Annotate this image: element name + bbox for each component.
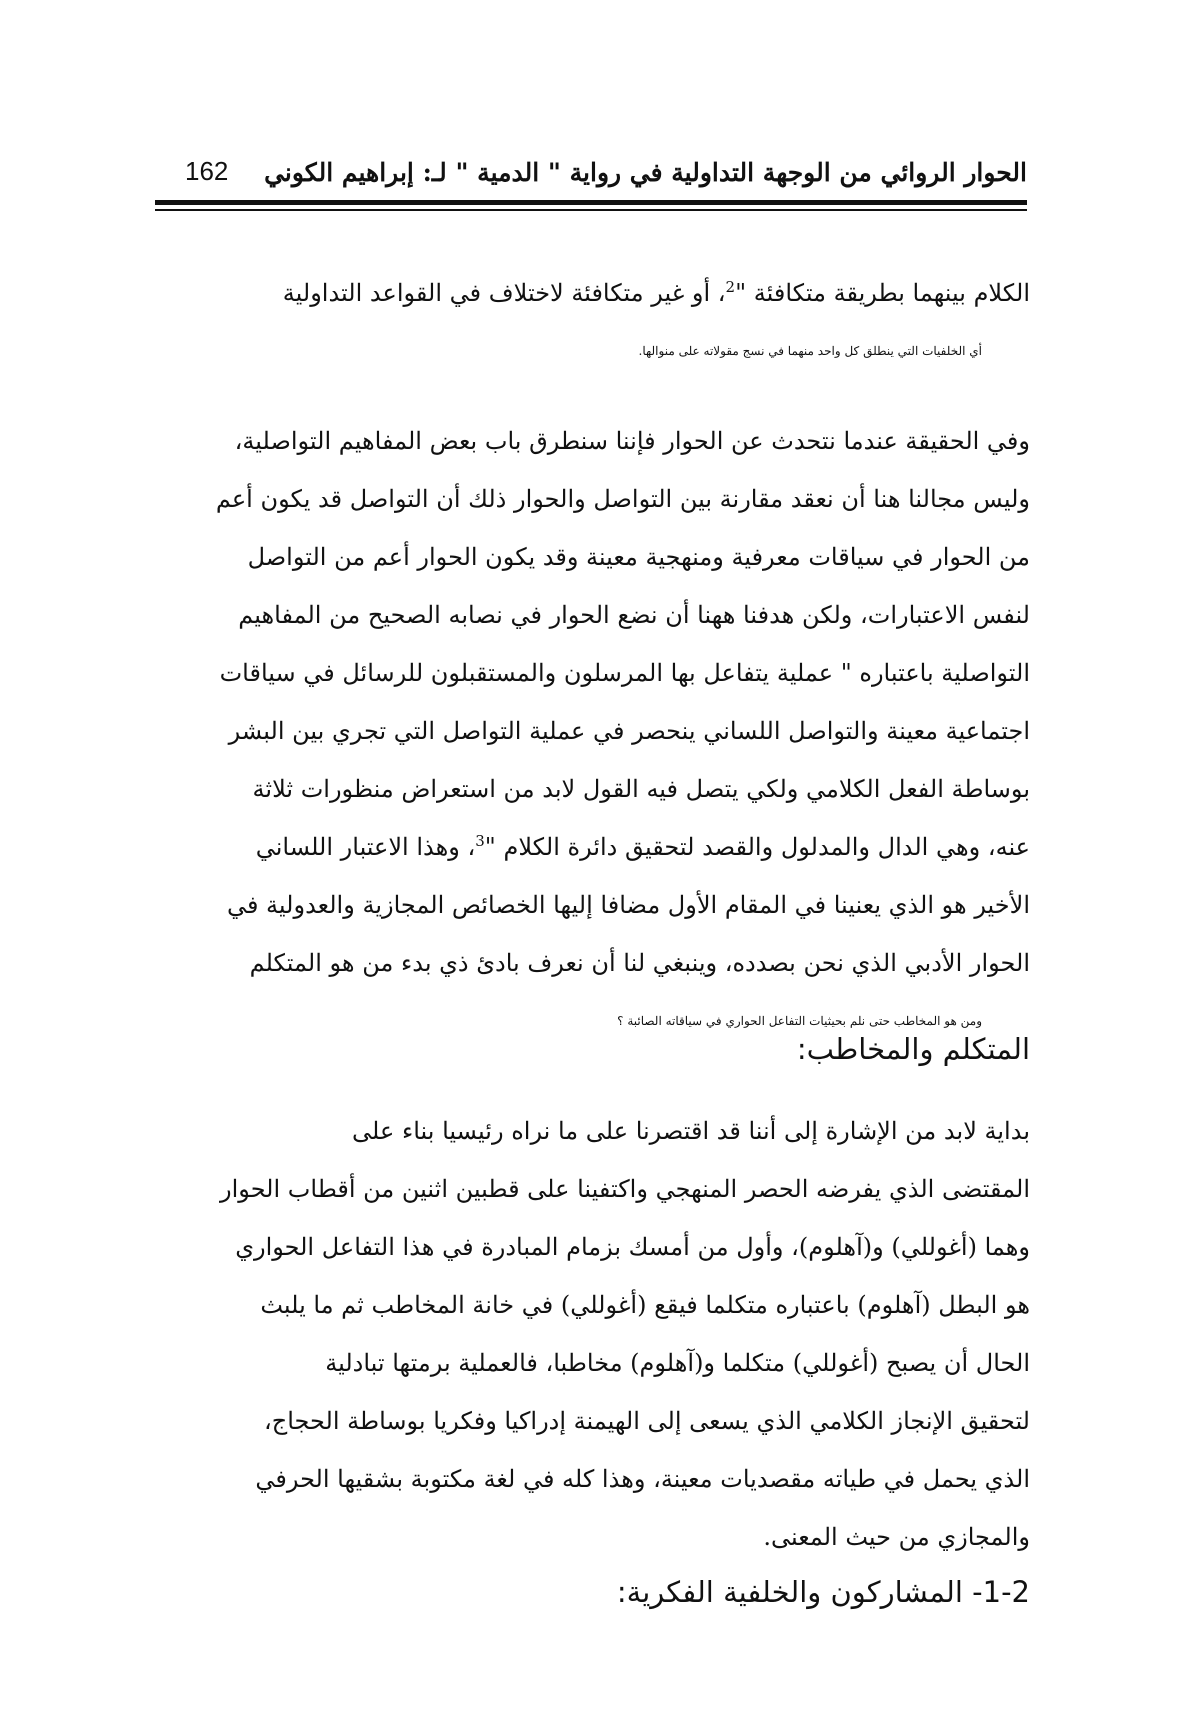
paragraph-speaker-addressee <box>150 1102 1030 1566</box>
paragraph-line: ومن هو المخاطب حتى نلم بحيثيات التفاعل الحواري في سياقاته الصائبة ؟ <box>617 1014 982 1028</box>
paragraph-line: المقتضى الذي يفرضه الحصر المنهجي واكتفينا على قطبين اثنين من أقطاب الحوار <box>220 1175 1030 1203</box>
paragraph-line <box>150 818 1030 876</box>
paragraph-line: الحوار الأدبي الذي نحن بصدده، وينبغي لنا أن نعرف بادئ ذي بدء من هو المتكلم <box>249 949 1030 977</box>
paragraph-dialogue-definition <box>150 412 1030 1050</box>
footnote-ref: 3 <box>475 832 485 850</box>
running-header <box>155 150 1027 202</box>
page-number: 162 <box>185 156 229 186</box>
line-text: ، أو غير متكافئة لاختلاف في القواعد التداولية <box>282 279 726 307</box>
paragraph-line: لتحقيق الإنجاز الكلامي الذي يسعى إلى الهيمنة إدراكيا وفكريا بوساطة الحجاج، <box>264 1407 1030 1435</box>
paragraph-line: وهما (أغوللي) و(آهلوم)، وأول من أمسك بزمام المبادرة في هذا التفاعل الحواري <box>235 1233 1030 1261</box>
paragraph-line: لنفس الاعتبارات، ولكن هدفنا ههنا أن نضع الحوار في نصابه الصحيح من المفاهيم <box>238 601 1030 629</box>
line-text: الكلام بينهما بطريقة متكافئة " <box>735 279 1030 307</box>
header-rule-thick <box>155 200 1027 205</box>
paragraph-line: بوساطة الفعل الكلامي ولكي يتصل فيه القول لابد من استعراض منظورات ثلاثة <box>252 775 1030 803</box>
paragraph-line: الحال أن يصبح (أغوللي) متكلما و(آهلوم) مخاطبا، فالعملية برمتها تبادلية <box>325 1349 1030 1377</box>
paragraph-line: والمجازي من حيث المعنى. <box>763 1523 1030 1551</box>
line-text: ، وهذا الاعتبار اللساني <box>255 833 476 861</box>
header-rule-thin <box>155 209 1027 211</box>
paragraph-line: أي الخلفيات التي ينطلق كل واحد منهما في نسج مقولاته على منوالها. <box>638 344 982 358</box>
paragraph-line: الأخير هو الذي يعنينا في المقام الأول مضافا إليها الخصائص المجازية والعدولية في <box>226 891 1030 919</box>
paragraph-continuation <box>150 264 1030 380</box>
line-text: عنه، وهي الدال والمدلول والقصد لتحقيق دائرة الكلام " <box>484 833 1030 861</box>
paragraph-line: وليس مجالنا هنا أن نعقد مقارنة بين التواصل والحوار ذلك أن التواصل قد يكون أعم <box>215 485 1030 513</box>
paragraph-line: وفي الحقيقة عندما نتحدث عن الحوار فإننا سنطرق باب بعض المفاهيم التواصلية، <box>234 427 1030 455</box>
running-header-title: الحوار الروائي من الوجهة التداولية في رواية " الدمية " لـ: إبراهيم الكوني <box>264 158 1027 187</box>
section-heading-participants: 1-2- المشاركون والخلفية الفكرية: <box>616 1575 1030 1609</box>
paragraph-line: هو البطل (آهلوم) باعتباره متكلما فيقع (أغوللي) في خانة المخاطب ثم ما يلبث <box>260 1291 1030 1319</box>
paragraph-line: اجتماعية معينة والتواصل اللساني ينحصر في عملية التواصل التي تجري بين البشر <box>228 717 1030 745</box>
paragraph-line: من الحوار في سياقات معرفية ومنهجية معينة وقد يكون الحوار أعم من التواصل <box>247 543 1030 571</box>
paragraph-line: الذي يحمل في طياته مقصديات معينة، وهذا كله في لغة مكتوبة بشقيها الحرفي <box>255 1465 1030 1493</box>
paragraph-line: بداية لابد من الإشارة إلى أننا قد اقتصرنا على ما نراه رئيسيا بناء على <box>352 1117 1030 1145</box>
section-heading-speaker-addressee: المتكلم والمخاطب: <box>796 1032 1030 1066</box>
paragraph-line: التواصلية باعتباره " عملية يتفاعل بها المرسلون والمستقبلون للرسائل في سياقات <box>219 659 1030 687</box>
footnote-ref: 2 <box>725 278 736 296</box>
paragraph-line <box>150 264 1030 322</box>
